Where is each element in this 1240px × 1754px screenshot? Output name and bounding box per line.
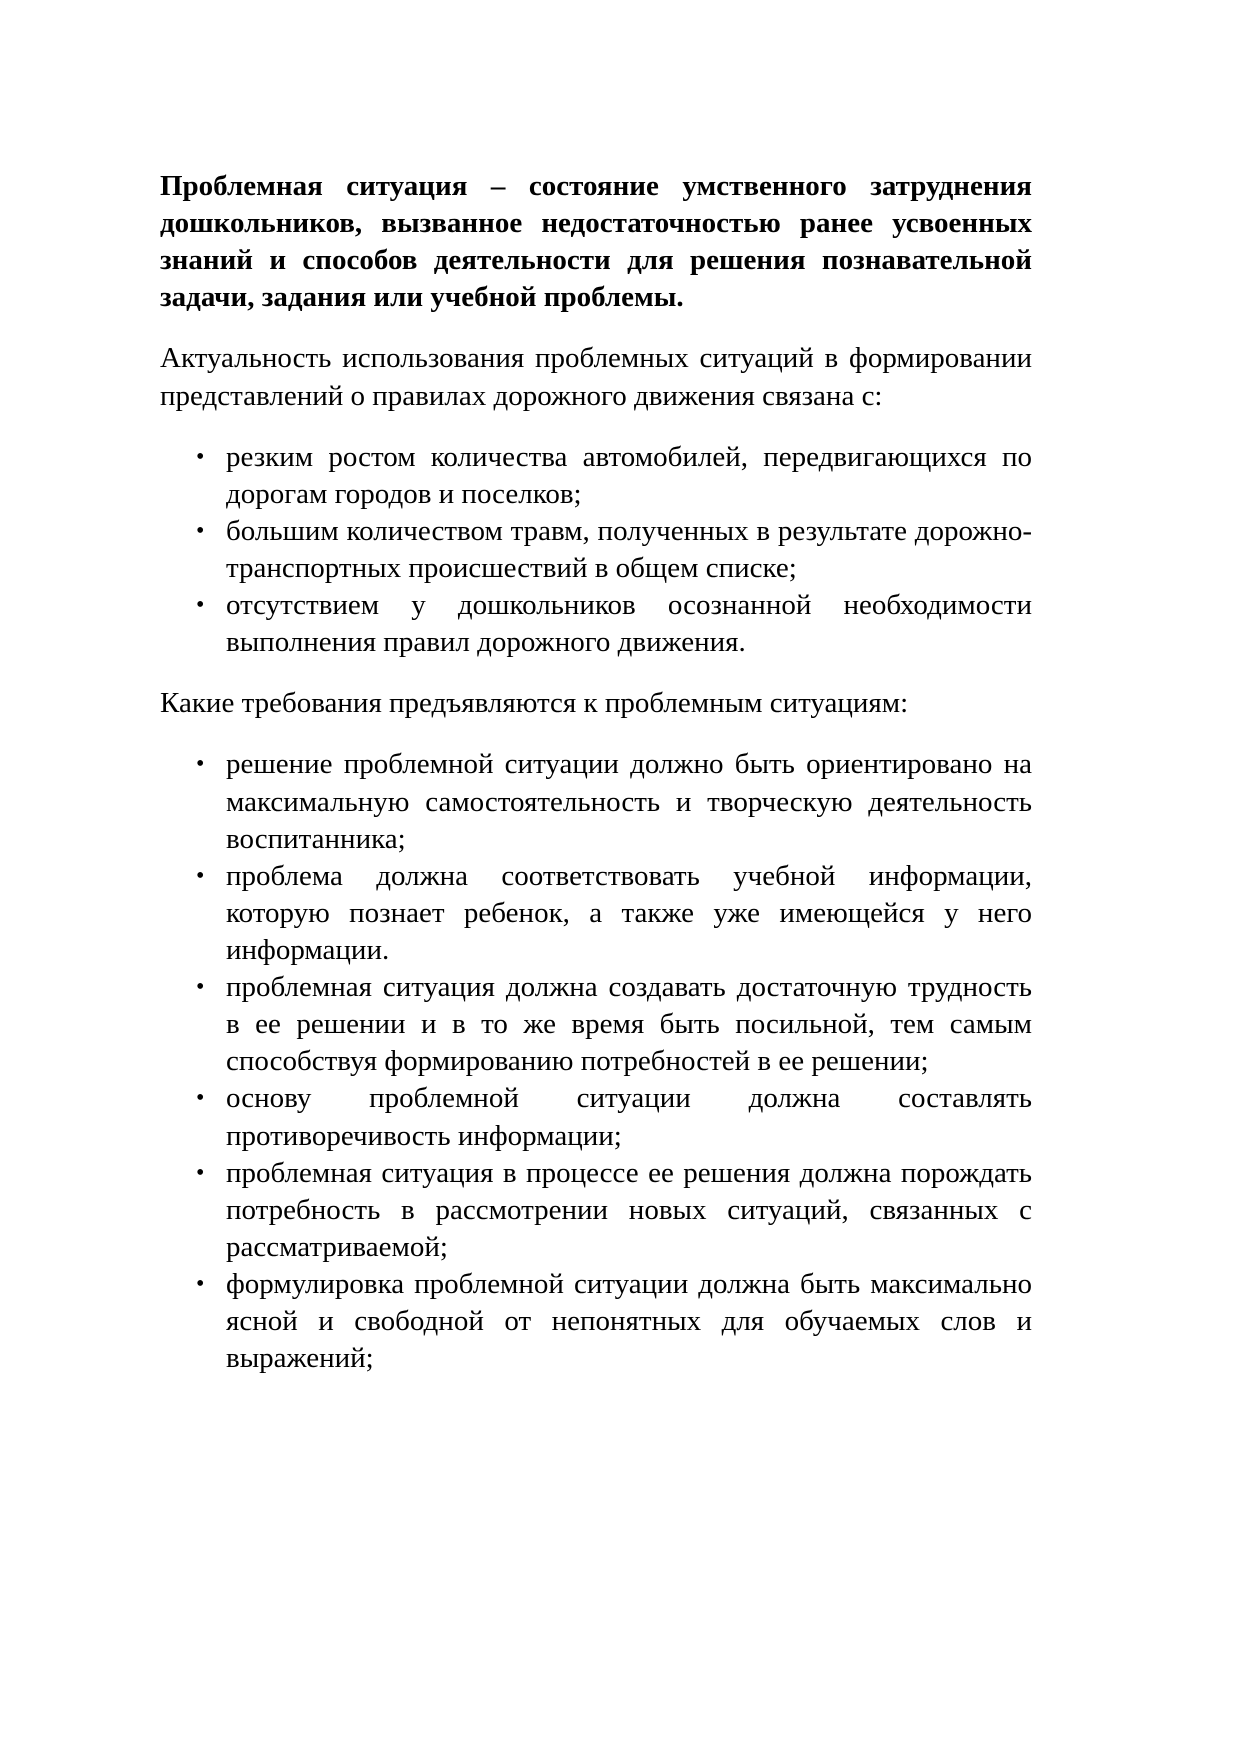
requirements-paragraph: Какие требования предъявляются к проблемным ситуациям: — [160, 687, 909, 720]
relevance-paragraph: Актуальность использования проблемных ситуаций в формировании представлений о правилах дорожного движения связана с: — [160, 342, 1032, 412]
list-item: • проблемная ситуация должна создавать достаточную трудность в ее решении и в то же время быть посильной, тем самым способствуя формированию потребностей в ее решении; — [226, 969, 1032, 1080]
list-item: • формулировка проблемной ситуации должна быть максимально ясной и свободной от непонятных для обучаемых слов и выражений; — [226, 1266, 1032, 1377]
relevance-list — [160, 439, 1032, 662]
list-item: • большим количеством травм, полученных в результате дорожно-транспортных происшествий в общем списке; — [226, 513, 1032, 587]
list-item: • проблема должна соответствовать учебной информации, которую познает ребенок, а также уже имеющейся у него информации. — [226, 858, 1032, 969]
list-item: • основу проблемной ситуации должна составлять противоречивость информации; — [226, 1080, 1032, 1154]
list-item: • отсутствием у дошкольников осознанной необходимости выполнения правил дорожного движения. — [226, 587, 1032, 661]
definition-paragraph: Проблемная ситуация – состояние умственного затруднения дошкольников, вызванное недостаточностью ранее усвоенных знаний и способов деятельности для решения познавательной задачи, задания или учебной проблемы. — [160, 170, 1032, 314]
list-item: • проблемная ситуация в процессе ее решения должна порождать потребность в рассмотрении новых ситуаций, связанных с рассматриваемой; — [226, 1155, 1032, 1266]
requirements-list — [160, 746, 1032, 1377]
list-item: • резким ростом количества автомобилей, передвигающихся по дорогам городов и поселков; — [226, 439, 1032, 513]
list-item: • решение проблемной ситуации должно быть ориентировано на максимальную самостоятельность и творческую деятельность воспитанника; — [226, 746, 1032, 857]
